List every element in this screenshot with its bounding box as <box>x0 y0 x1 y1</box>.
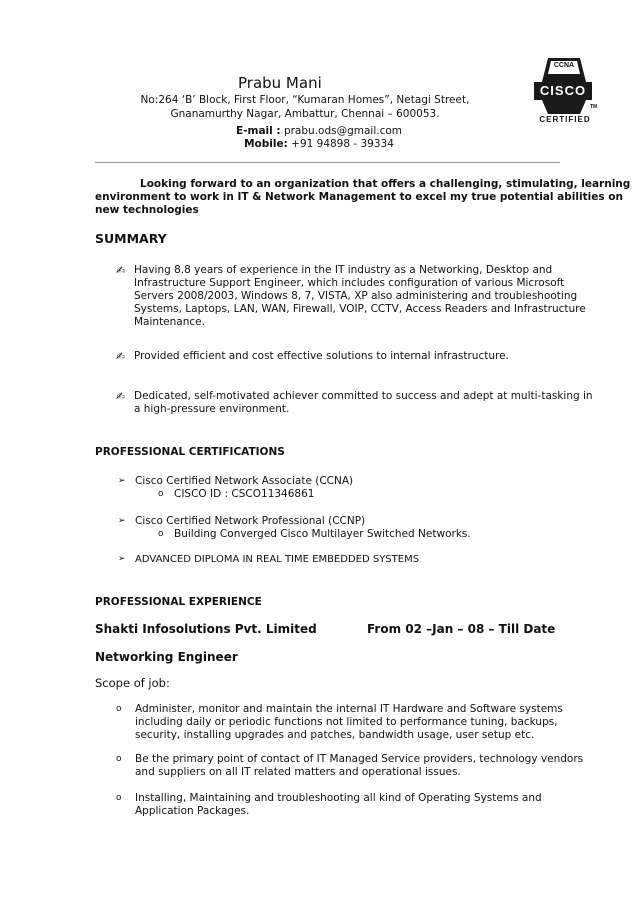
duty-line: Administer, monitor and maintain the internal IT Hardware and Software systems <box>135 703 563 715</box>
circle-bullet-icon: o <box>158 529 164 539</box>
writing-hand-icon: ✍ <box>116 350 126 363</box>
ccna-certified-logo <box>524 56 602 126</box>
scope-label: Scope of job: <box>95 676 170 690</box>
email-label: E-mail : <box>235 125 281 137</box>
summary-item-line: a high-pressure environment. <box>134 403 290 415</box>
summary-heading: SUMMARY <box>95 231 167 246</box>
logo-tm-text: TM <box>590 104 598 110</box>
certification-detail: CISCO ID : CSCO11346861 <box>174 488 315 500</box>
summary-item-line: Having 8.8 years of experience in the IT industry as a Networking, Desktop and <box>134 264 553 276</box>
certification-detail: Building Converged Cisco Multilayer Switched Networks. <box>174 528 471 540</box>
writing-hand-icon: ✍ <box>116 264 126 277</box>
logo-ccna-text: CCNA <box>553 62 575 69</box>
mobile-label: Mobile: <box>244 138 288 150</box>
job-role: Networking Engineer <box>95 650 238 664</box>
header-divider <box>95 162 560 163</box>
circle-bullet-icon: o <box>158 489 164 499</box>
summary-item-line: Systems, Laptops, LAN, WAN, Firewall, VOIP, CCTV, Access Readers and Infrastructure <box>134 303 586 315</box>
writing-hand-icon: ✍ <box>116 390 126 403</box>
duty-line: Application Packages. <box>135 805 250 817</box>
duty-line: including daily or periodic functions not limited to performance tuning, backups, <box>135 716 558 728</box>
email-row <box>0 125 638 137</box>
certification-title: Cisco Certified Network Associate (CCNA) <box>135 475 354 487</box>
summary-item-line: Provided efficient and cost effective solutions to internal infrastructure. <box>134 350 509 362</box>
arrow-bullet-icon: ➢ <box>118 554 126 564</box>
circle-bullet-icon: o <box>116 793 122 803</box>
summary-item-line: Maintenance. <box>134 316 205 328</box>
logo-cisco-text: CISCO <box>539 83 587 98</box>
mobile-number: +91 94898 - 39334 <box>291 138 394 150</box>
candidate-name: Prabu Mani <box>238 74 322 92</box>
duty-line: Installing, Maintaining and troubleshooting all kind of Operating Systems and <box>135 792 542 804</box>
employment-period: From 02 –Jan – 08 – Till Date <box>367 622 556 636</box>
duty-line: and suppliers on all IT related matters and operational issues. <box>135 766 461 778</box>
company-name: Shakti Infosolutions Pvt. Limited <box>95 622 317 636</box>
summary-item-line: Infrastructure Support Engineer, which includes configuration of various Microsoft <box>134 277 565 289</box>
mobile-row <box>0 138 638 150</box>
arrow-bullet-icon: ➢ <box>118 516 126 526</box>
logo-certified-text: CERTIFIED <box>539 115 591 124</box>
certifications-heading: PROFESSIONAL CERTIFICATIONS <box>95 446 285 458</box>
objective-line-3: new technologies <box>95 204 199 216</box>
arrow-bullet-icon: ➢ <box>118 476 126 486</box>
summary-item-line: Dedicated, self-motivated achiever committed to success and adept at multi-tasking in <box>134 390 593 402</box>
summary-item-line: Servers 2008/2003, Windows 8, 7, VISTA, XP also administering and troubleshooting <box>134 290 578 302</box>
duty-line: security, installing upgrades and patches, bandwidth usage, user setup etc. <box>135 729 535 741</box>
objective-line-1: Looking forward to an organization that offers a challenging, stimulating, learning <box>140 178 631 190</box>
certification-title: Cisco Certified Network Professional (CCNP) <box>135 515 366 527</box>
duty-line: Be the primary point of contact of IT Managed Service providers, technology vendors <box>135 753 584 765</box>
experience-heading: PROFESSIONAL EXPERIENCE <box>95 596 262 608</box>
email-address[interactable]: prabu.ods@gmail.com <box>283 125 403 137</box>
circle-bullet-icon: o <box>116 704 122 714</box>
address-line-2: Gnanamurthy Nagar, Ambattur, Chennai – 600053. <box>170 108 440 120</box>
objective-line-2: environment to work in IT & Network Management to excel my true potential abilities on <box>95 191 623 203</box>
circle-bullet-icon: o <box>116 754 122 764</box>
address-line-1: No:264 ‘B’ Block, First Floor, “Kumaran Homes”, Netagi Street, <box>140 94 470 106</box>
certification-title: ADVANCED DIPLOMA IN REAL TIME EMBEDDED SYSTEMS <box>135 554 420 565</box>
